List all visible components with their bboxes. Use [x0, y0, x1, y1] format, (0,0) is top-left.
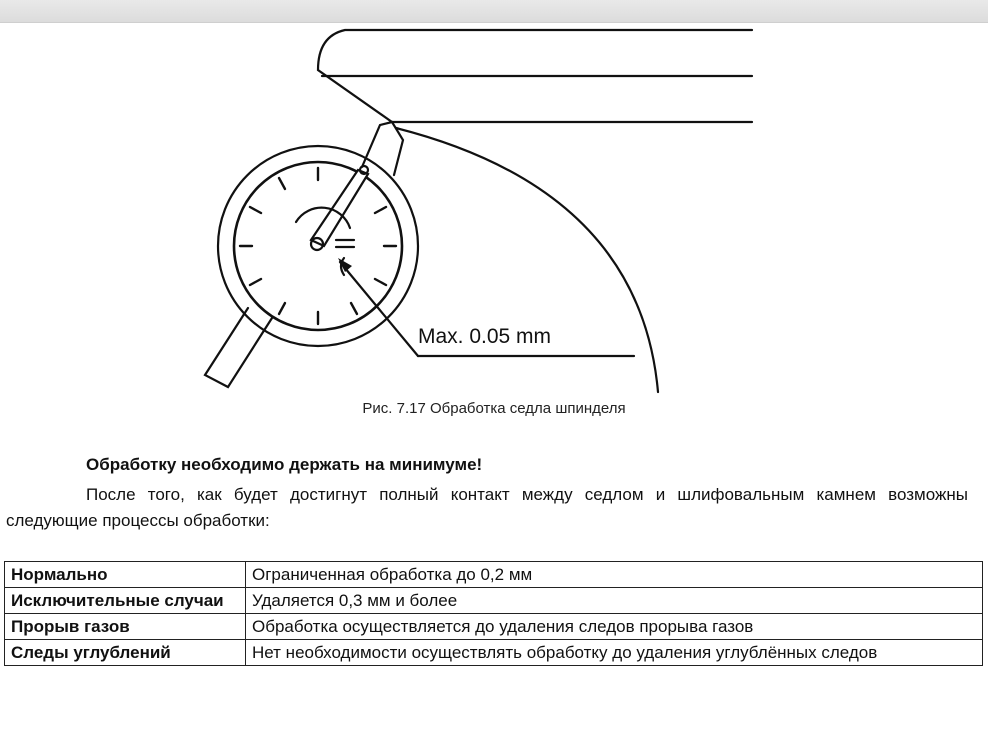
- table-row: [5, 562, 983, 588]
- table-row: [5, 588, 983, 614]
- body-paragraph: После того, как будет достигнут полный контакт между седлом и шлифовальным камнем возможны следующие процессы обработки:: [6, 485, 968, 530]
- row-key: Нормально: [5, 562, 246, 588]
- row-value: Нет необходимости осуществлять обработку до удаления углублённых следов: [246, 640, 983, 666]
- figure-caption: Рис. 7.17 Обработка седла шпинделя: [362, 400, 626, 417]
- spindle-seat-diagram: [0, 22, 988, 402]
- warning-heading: Обработку необходимо держать на минимуме!: [86, 455, 483, 474]
- table-row: [5, 614, 983, 640]
- row-value: Обработка осуществляется до удаления следов прорыва газов: [246, 614, 983, 640]
- row-key: Следы углублений: [5, 640, 246, 666]
- row-value: Ограниченная обработка до 0,2 мм: [246, 562, 983, 588]
- tolerance-label: Max. 0.05 mm: [418, 325, 552, 348]
- row-value: Удаляется 0,3 мм и более: [246, 588, 983, 614]
- table-row: [5, 640, 983, 666]
- viewer-top-bar: [0, 0, 988, 23]
- processing-table: [4, 561, 983, 666]
- row-key: Прорыв газов: [5, 614, 246, 640]
- row-key: Исключительные случаи: [5, 588, 246, 614]
